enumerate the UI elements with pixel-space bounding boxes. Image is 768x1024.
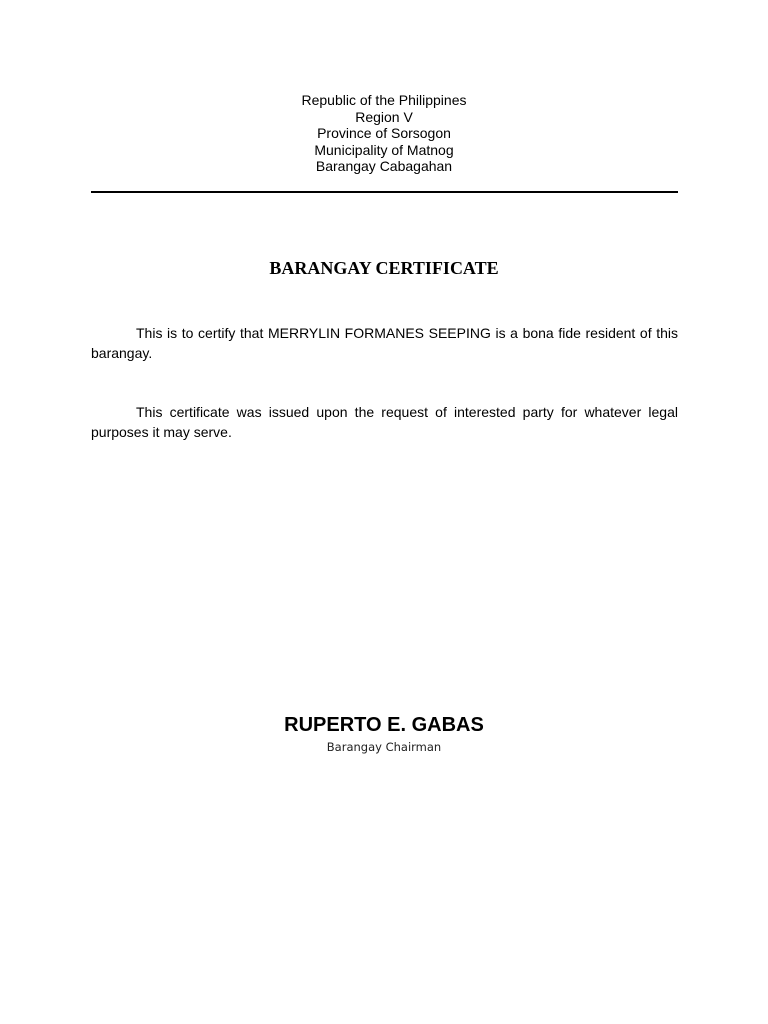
letterhead xyxy=(0,92,768,175)
purpose-paragraph: This certificate was issued upon the request of interested party for whatever legal purposes it may serve. xyxy=(91,404,678,440)
letterhead-region: Region V xyxy=(355,108,413,125)
letterhead-country: Republic of the Philippines xyxy=(301,92,467,108)
header-divider xyxy=(91,191,678,193)
letterhead-province: Province of Sorsogon xyxy=(317,125,451,142)
letterhead-municipality: Municipality of Matnog xyxy=(314,141,454,158)
signatory-title: Barangay Chairman xyxy=(326,740,442,754)
signatory-name: RUPERTO E. GABAS xyxy=(284,714,484,736)
letterhead-barangay: Barangay Cabagahan xyxy=(315,158,453,175)
document-title: BARANGAY CERTIFICATE xyxy=(269,258,499,278)
certification-paragraph: This is to certify that MERRYLIN FORMANES SEEPING is a bona fide resident of this barangay. xyxy=(91,325,678,361)
